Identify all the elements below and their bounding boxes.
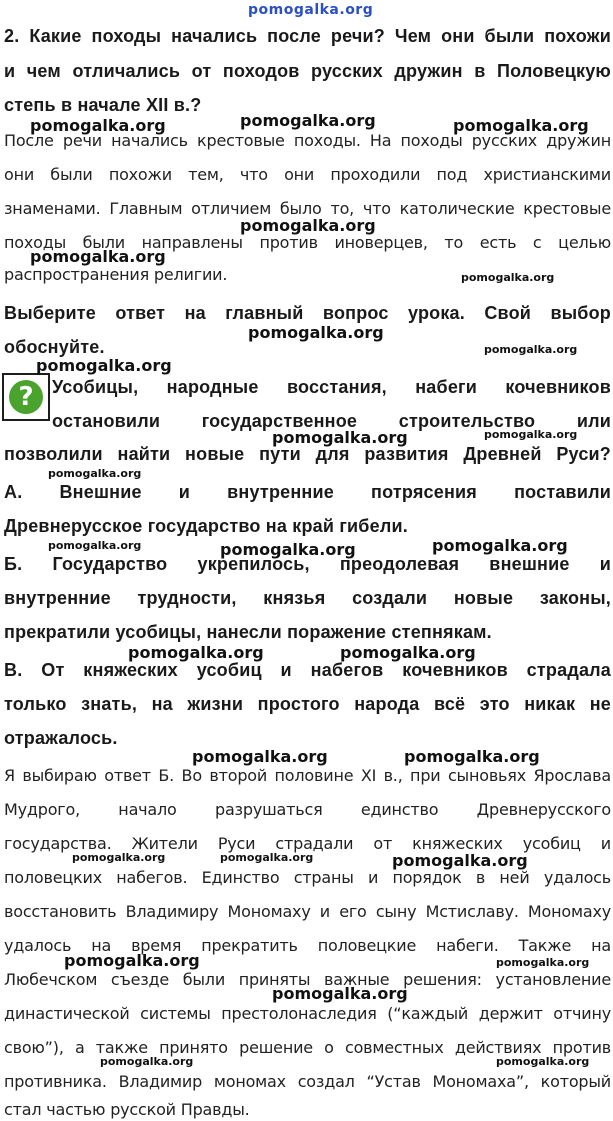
final-answer-line: Я выбираю ответ Б. Во второй половине XI в., при сыновьях Ярослава — [4, 766, 611, 785]
watermark: pomogalka.org — [30, 247, 166, 266]
watermark: pomogalka.org — [496, 956, 590, 969]
option-a-line: А. Внешние и внутренние потрясения поставили — [4, 482, 611, 502]
watermark: pomogalka.org — [392, 851, 528, 870]
watermark: pomogalka.org — [484, 343, 578, 356]
final-answer-line: государства. Жители Руси страдали от княжеских усобиц и — [4, 834, 611, 853]
watermark: pomogalka.org — [64, 951, 200, 970]
watermark: pomogalka.org — [272, 428, 408, 447]
final-answer-line: половецких набегов. Единство страны и порядок в ней удалось — [4, 868, 611, 887]
answer-line: распространения религии. — [4, 265, 228, 284]
option-b-line: прекратили усобицы, нанесли поражение степнякам. — [4, 622, 492, 642]
main-question-line: остановили государственное строительство или — [52, 411, 611, 431]
final-answer-line: восстановить Владимиру Мономаху и его сыну Мстиславу. Мономаху — [4, 902, 611, 921]
watermark: pomogalka.org — [453, 116, 589, 135]
task-line: обоснуйте. — [4, 337, 105, 357]
main-question-line: позволили найти новые пути для развития Древней Руси? — [4, 444, 611, 464]
watermark: pomogalka.org — [72, 851, 166, 864]
question-line: степь в начале XII в.? — [4, 95, 202, 115]
answer-line: знаменами. Главным отличием было то, что католические крестовые — [4, 199, 611, 218]
answer-line: походы были направлены против иноверцев, то есть с целью — [4, 233, 611, 252]
final-answer-line: противника. Владимир мономах создал “Устав Мономаха”, который — [4, 1072, 611, 1091]
option-b-line: Б. Государство укрепилось, преодолевая внешние и — [4, 554, 611, 574]
final-answer-line: стал частью русской Правды. — [4, 1100, 250, 1119]
watermark: pomogalka.org — [340, 643, 476, 662]
option-v-line: отражалось. — [4, 728, 118, 748]
top-watermark: pomogalka.org — [248, 2, 374, 18]
task-line: Выберите ответ на главный вопрос урока. Свой выбор — [4, 303, 611, 323]
answer-line: они были похожи тем, что они проходили под христианскими — [4, 165, 611, 184]
main-question-line: Усобицы, народные восстания, набеги кочевников — [52, 377, 611, 397]
watermark: pomogalka.org — [240, 111, 376, 130]
answer-line: После речи начались крестовые походы. На походы русских дружин — [4, 131, 611, 150]
watermark: pomogalka.org — [128, 643, 264, 662]
option-v-line: В. От княжеских усобиц и набегов кочевников страдала — [4, 660, 611, 680]
question-mark-icon — [2, 373, 50, 421]
option-a-line: Древнерусское государство на край гибели. — [4, 516, 408, 536]
final-answer-line: династической системы престолонаследия (“каждый держит отчину — [4, 1004, 611, 1023]
watermark: pomogalka.org — [48, 539, 142, 552]
question-line: 2. Какие походы начались после речи? Чем они были похожи — [4, 26, 611, 46]
watermark: pomogalka.org — [100, 1055, 194, 1068]
watermark: pomogalka.org — [48, 467, 142, 480]
watermark: pomogalka.org — [240, 216, 376, 235]
watermark: pomogalka.org — [36, 356, 172, 375]
watermark: pomogalka.org — [30, 116, 166, 135]
watermark: pomogalka.org — [220, 851, 314, 864]
watermark: pomogalka.org — [248, 323, 384, 342]
final-answer-line: свою”), а также принято решение о совместных действиях против — [4, 1038, 611, 1057]
final-answer-line: удалось на время прекратить половецкие набеги. Также на — [4, 936, 611, 955]
final-answer-line: Мудрого, начало разрушаться единство Древнерусского — [4, 800, 611, 819]
watermark: pomogalka.org — [192, 747, 328, 766]
final-answer-line: Любечском съезде были приняты важные решения: установление — [4, 970, 611, 989]
watermark: pomogalka.org — [220, 540, 356, 559]
option-v-line: только знать, на жизни простого народа всё это никак не — [4, 694, 611, 714]
question-line: и чем отличались от походов русских дружин в Половецкую — [4, 61, 611, 81]
question-circle: ? — [9, 380, 43, 414]
watermark: pomogalka.org — [432, 536, 568, 555]
watermark: pomogalka.org — [496, 1055, 590, 1068]
watermark: pomogalka.org — [461, 271, 555, 284]
watermark: pomogalka.org — [484, 428, 578, 441]
watermark: pomogalka.org — [404, 747, 540, 766]
watermark: pomogalka.org — [272, 984, 408, 1003]
option-b-line: внутренние трудности, князья создали новые законы, — [4, 588, 611, 608]
